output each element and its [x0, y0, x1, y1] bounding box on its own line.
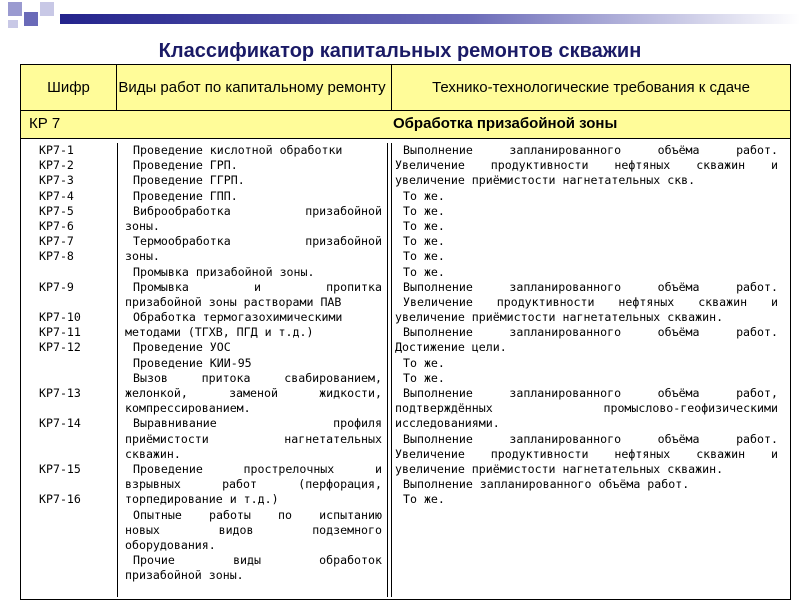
- section-row: [21, 111, 790, 139]
- code-cell: КР7-14: [39, 416, 81, 431]
- code-cell: [39, 432, 119, 447]
- requirement-line: Увеличение продуктивности нефтяных скважин и: [395, 446, 778, 461]
- column-divider: [391, 143, 392, 597]
- code-cell: КР7-13: [39, 386, 81, 400]
- requirement-line: подтверждённых промыслово-геофизическими: [395, 401, 778, 416]
- code-cell: КР7-9: [39, 279, 74, 294]
- requirement-line: Выполнение запланированного объёма работ.: [403, 325, 778, 340]
- code-cell: КР7-11: [39, 325, 81, 340]
- work-line: желонкой, заменой жидкости,: [125, 386, 382, 400]
- work-line: Проведение ГРП.: [133, 158, 238, 173]
- requirement-line: Достижение цели.: [395, 340, 507, 355]
- work-line: Опытные работы по испытанию: [133, 507, 382, 522]
- requirement-line: увеличение приёмистости нагнетательных скважин.: [395, 310, 724, 325]
- work-line: призабойной зоны растворами ПАВ: [125, 294, 342, 309]
- requirement-line: Выполнение запланированного объёма работ.: [403, 477, 690, 492]
- requirement-line: То же.: [403, 249, 445, 264]
- requirement-line: То же.: [403, 218, 445, 233]
- work-line: Виброобработка призабойной: [133, 203, 382, 218]
- code-cell: [39, 265, 119, 280]
- work-line: оборудования.: [125, 537, 216, 552]
- table-header: [21, 65, 790, 111]
- requirement-line: исследованиями.: [395, 416, 500, 431]
- work-line: Проведение кислотной обработки: [133, 143, 343, 157]
- requirement-line: увеличение приёмистости нагнетательных скважин.: [395, 461, 724, 476]
- code-cell: КР7-5: [39, 203, 74, 218]
- work-line: Обработка термогазохимическими: [133, 310, 343, 325]
- code-cell: [39, 568, 119, 583]
- work-line: зоны.: [125, 218, 160, 233]
- requirement-line: То же.: [403, 370, 445, 385]
- works-column: [125, 143, 382, 583]
- work-line: Прочие виды обработок: [133, 553, 382, 568]
- work-line: скважин.: [125, 446, 181, 461]
- work-line: Проведение ГГРП.: [133, 173, 245, 188]
- column-divider: [387, 143, 388, 597]
- page-title: Классификатор капитальных ремонтов скважин: [158, 40, 642, 62]
- code-cell: КР7-3: [39, 173, 74, 188]
- header-works: Виды работ по капитальному ремонту: [118, 79, 386, 96]
- requirement-line: Выполнение запланированного объёма работ,: [403, 386, 778, 400]
- work-line: зоны.: [125, 249, 160, 264]
- code-cell: [39, 523, 119, 538]
- requirement-line: То же.: [403, 203, 445, 218]
- work-line: Проведение УОС: [133, 340, 231, 355]
- code-cell: КР7-10: [39, 310, 81, 325]
- work-line: приёмистости нагнетательных: [125, 431, 382, 446]
- work-line: Проведение КИИ-95: [133, 355, 252, 370]
- code-cell: КР7-7: [39, 234, 74, 249]
- section-title: Обработка призабойной зоны: [393, 115, 618, 132]
- code-cell: [39, 371, 119, 386]
- header-requirements: Технико-технологические требования к сдаче: [391, 65, 790, 110]
- code-cell: [39, 295, 119, 310]
- requirement-line: Увеличение продуктивности нефтяных скважин и: [395, 158, 778, 173]
- code-cell: КР7-15: [39, 461, 81, 476]
- work-line: компрессированием.: [125, 401, 251, 416]
- requirement-line: Выполнение запланированного объёма работ.: [403, 431, 778, 446]
- codes-column: [39, 143, 119, 583]
- code-cell: [39, 508, 119, 523]
- code-cell: КР7-16: [39, 492, 81, 507]
- work-line: призабойной зоны.: [125, 568, 244, 583]
- work-line: Проведение ГПП.: [133, 188, 238, 203]
- work-line: Термообработка призабойной: [133, 234, 382, 249]
- code-cell: КР7-8: [39, 249, 74, 264]
- decorative-header-bar: [0, 0, 800, 30]
- requirement-line: То же.: [403, 188, 445, 203]
- requirement-line: То же.: [403, 264, 445, 279]
- code-cell: [39, 477, 119, 492]
- requirement-line: Увеличение продуктивности нефтяных скважин и: [403, 294, 778, 309]
- requirement-line: увеличение приёмистости нагнетательных скв.: [395, 173, 696, 188]
- requirement-line: То же.: [403, 234, 445, 249]
- work-line: торпедирование и т.д.): [125, 492, 279, 507]
- requirement-line: Выполнение запланированного объёма работ.: [403, 279, 778, 294]
- section-code: КР 7: [29, 115, 61, 132]
- code-cell: КР7-6: [39, 218, 74, 233]
- code-cell: КР7-1: [39, 143, 74, 157]
- work-line: новых видов подземного: [125, 522, 382, 537]
- requirement-line: То же.: [403, 355, 445, 370]
- work-line: Промывка и пропитка: [133, 279, 382, 294]
- code-cell: КР7-12: [39, 340, 81, 355]
- work-line: Промывка призабойной зоны.: [133, 264, 315, 279]
- code-cell: [39, 538, 119, 553]
- requirements-column: [395, 143, 778, 508]
- work-line: Проведение прострелочных и: [133, 461, 382, 476]
- code-cell: [39, 447, 119, 462]
- header-code: Шифр: [21, 65, 117, 110]
- classification-table: [20, 64, 791, 600]
- code-cell: [39, 401, 119, 416]
- code-cell: КР7-4: [39, 188, 74, 203]
- code-cell: [39, 356, 119, 371]
- code-cell: КР7-2: [39, 158, 74, 173]
- work-line: Выравнивание профиля: [133, 416, 382, 431]
- requirement-line: Выполнение запланированного объёма работ.: [403, 143, 778, 157]
- requirement-line: То же.: [403, 492, 445, 507]
- work-line: Вызов притока свабированием,: [133, 370, 382, 385]
- work-line: взрывных работ (перфорация,: [125, 477, 382, 492]
- work-line: методами (ТГХВ, ПГД и т.д.): [125, 325, 314, 340]
- code-cell: [39, 553, 119, 568]
